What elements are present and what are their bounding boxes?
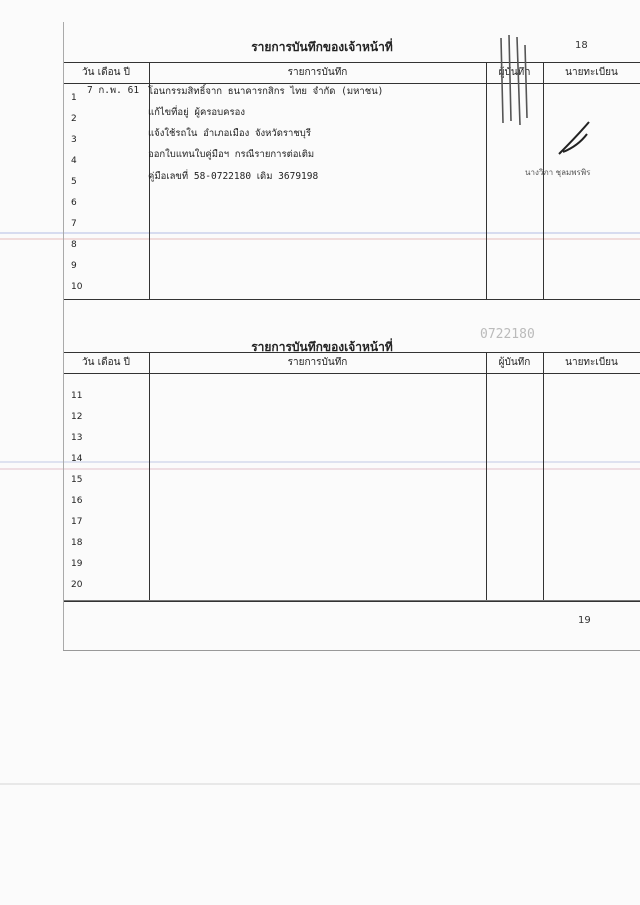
record-entry-line: โอนกรรมสิทธิ์จาก ธนาคารกสิกร ไทย จำกัด (มหาชน) <box>148 86 384 97</box>
row-number: 13 <box>71 433 83 443</box>
row-number: 8 <box>71 240 77 250</box>
row-number: 14 <box>71 454 83 464</box>
record-date: 7 ก.พ. 61 <box>87 85 140 96</box>
column-divider <box>543 353 544 601</box>
row-number: 10 <box>71 282 83 292</box>
row-number: 9 <box>71 261 77 271</box>
record-entry-line: ออกใบแทนใบคู่มือฯ กรณีรายการต่อเติม <box>148 149 315 160</box>
row-number: 2 <box>71 114 77 124</box>
bottom-rule <box>63 299 640 300</box>
column-header-date: วัน เดือน ปี <box>82 67 130 78</box>
table-grid <box>63 63 640 299</box>
table-grid <box>63 353 640 601</box>
column-divider <box>486 353 487 601</box>
record-table-section-1 <box>63 62 640 299</box>
recorder-signature-icon <box>493 33 535 128</box>
row-number: 16 <box>71 496 83 506</box>
column-header-recorder: ผู้บันทึก <box>498 357 531 368</box>
row-number: 12 <box>71 412 83 422</box>
row-number: 3 <box>71 135 77 145</box>
record-entry-line: คู่มือเลขที่ 58-0722180 เดิม 3679198 <box>148 171 319 182</box>
page-number-19: 19 <box>578 615 591 626</box>
page-edge <box>63 650 640 651</box>
record-entry-line: แก้ไขที่อยู่ ผู้ครอบครอง <box>148 107 245 118</box>
row-number: 1 <box>71 93 77 103</box>
column-header-date: วัน เดือน ปี <box>82 357 130 368</box>
column-header-registrar: นายทะเบียน <box>565 67 618 78</box>
row-number: 15 <box>71 475 83 485</box>
page-edge <box>63 600 640 601</box>
record-entry-line: แจ้งใช้รถใน อำเภอเมือง จังหวัดราชบุรี <box>148 128 311 139</box>
row-number: 18 <box>71 538 83 548</box>
column-header-record: รายการบันทึก <box>287 357 348 368</box>
column-header-registrar: นายทะเบียน <box>565 357 618 368</box>
row-number: 7 <box>71 219 77 229</box>
page-number-18: 18 <box>575 40 588 51</box>
section-1-title: รายการบันทึกของเจ้าหน้าที่ <box>251 40 393 54</box>
column-divider <box>486 63 487 299</box>
row-number: 4 <box>71 156 77 166</box>
section-2-title: รายการบันทึกของเจ้าหน้าที่ <box>251 340 393 354</box>
column-header-recorder: ผู้บันทึก <box>498 67 531 78</box>
header-rule <box>63 373 640 374</box>
row-number: 5 <box>71 177 77 187</box>
registrar-signature-icon <box>555 118 595 158</box>
row-number: 6 <box>71 198 77 208</box>
row-number: 11 <box>71 391 83 401</box>
page-edge <box>63 22 64 650</box>
row-number: 19 <box>71 559 83 569</box>
row-number: 20 <box>71 580 83 590</box>
row-number: 17 <box>71 517 83 527</box>
column-divider <box>149 353 150 601</box>
column-divider <box>543 63 544 299</box>
registrar-name-stamp: นางวิภา ชุลมพรพิร <box>525 168 591 177</box>
record-table-section-2 <box>63 352 640 601</box>
scan-artifact <box>0 783 640 785</box>
partial-document-number: 0722180 <box>480 327 535 342</box>
bottom-rule <box>63 601 640 602</box>
column-header-record: รายการบันทึก <box>287 67 348 78</box>
